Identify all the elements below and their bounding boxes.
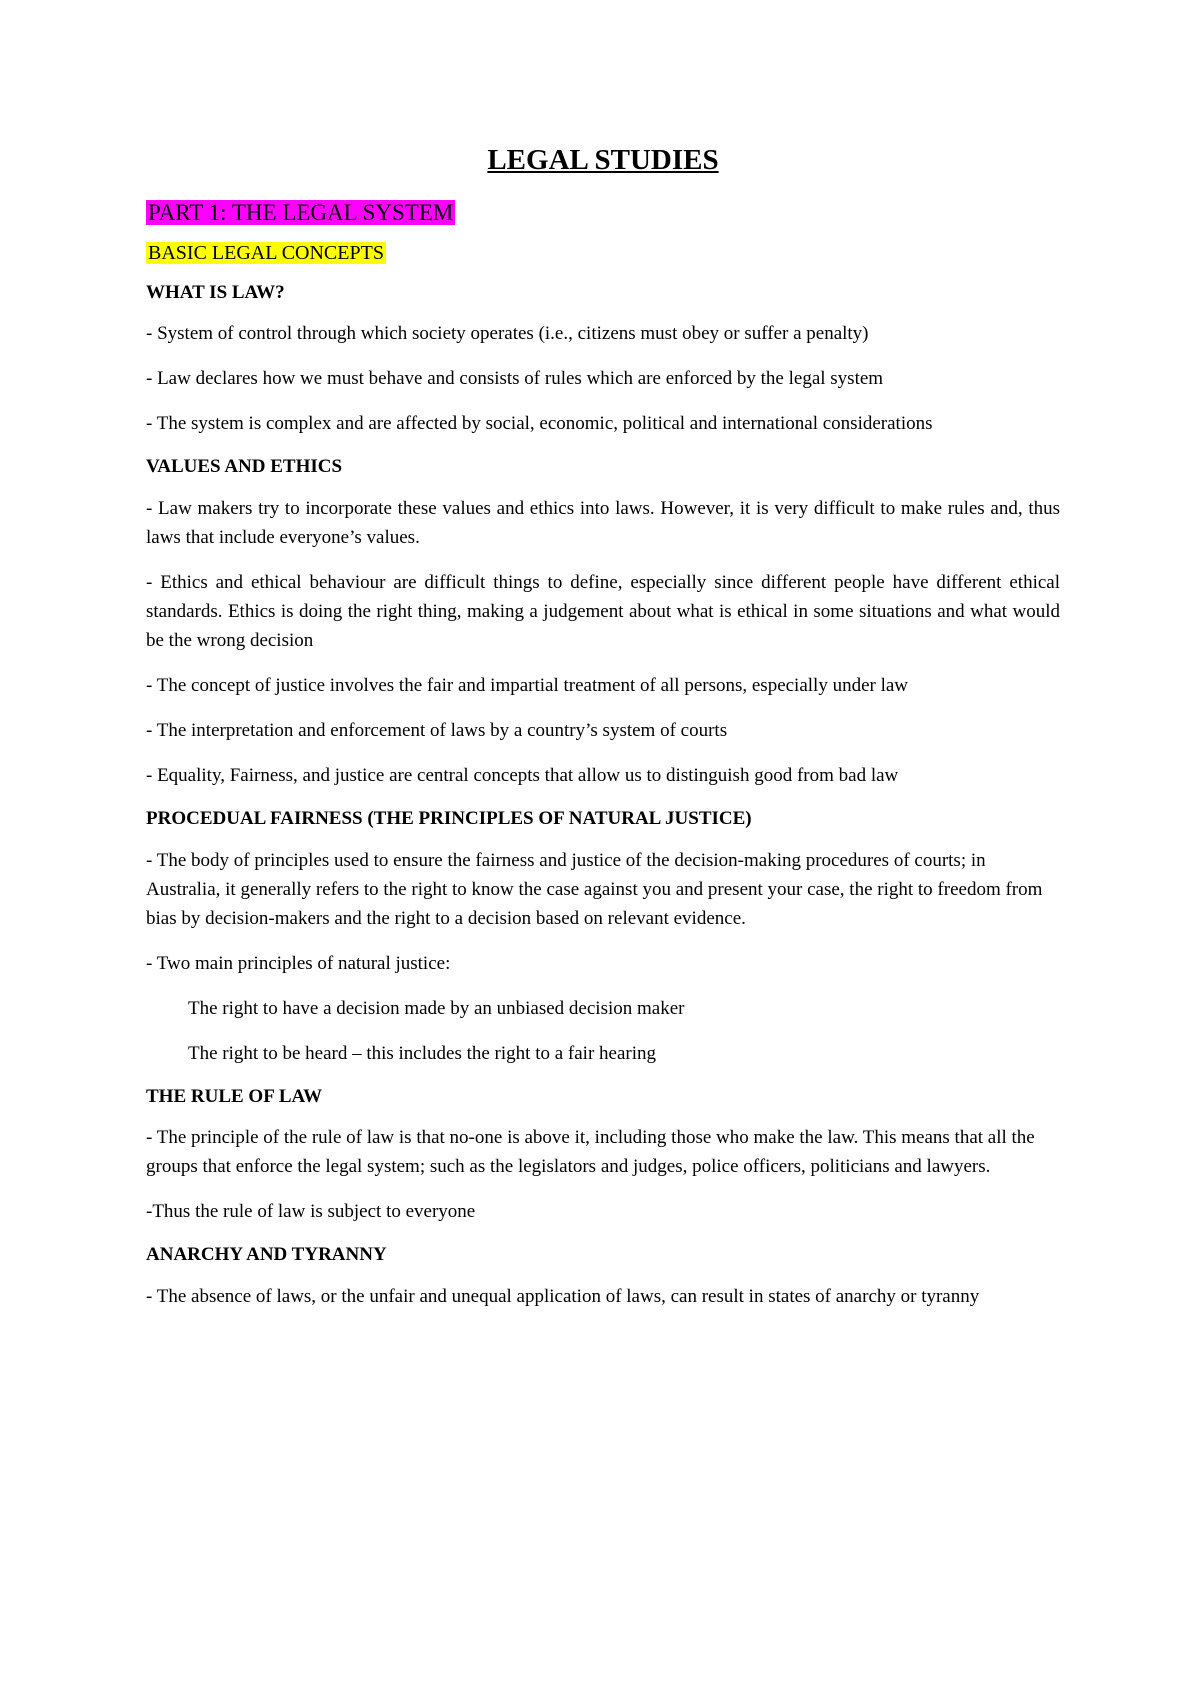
paragraph: - Equality, Fairness, and justice are central concepts that allow us to distinguish good from bad law bbox=[146, 764, 899, 786]
section-heading-anarchy-tyranny: ANARCHY AND TYRANNY bbox=[146, 1244, 387, 1266]
sub-point: The right to have a decision made by an unbiased decision maker bbox=[188, 997, 685, 1019]
paragraph: - The body of principles used to ensure the fairness and justice of the decision-making procedures of courts; in Australia, it generally refers to the right to know the case against you and present your case, the right to freedom from bias by decision-makers and the right to a decision based on relevant evidence. bbox=[146, 849, 1043, 929]
paragraph: - Ethics and ethical behaviour are difficult things to define, especially since different people have different ethical standards. Ethics is doing the right thing, making a judgement about what is ethical in some situations and what would be the wrong decision bbox=[146, 571, 1060, 651]
paragraph: - The principle of the rule of law is that no-one is above it, including those who make the law. This means that all the groups that enforce the legal system; such as the legislators and judges, police officers, politicians and lawyers. bbox=[146, 1127, 1035, 1178]
document-body bbox=[146, 142, 1060, 1327]
paragraph: - Law declares how we must behave and consists of rules which are enforced by the legal system bbox=[146, 368, 884, 390]
section-heading-procedural-fairness: PROCEDUAL FAIRNESS (THE PRINCIPLES OF NATURAL JUSTICE) bbox=[146, 807, 752, 829]
paragraph: - The system is complex and are affected by social, economic, political and international considerations bbox=[146, 413, 933, 435]
section-heading-values-ethics: VALUES AND ETHICS bbox=[146, 456, 343, 478]
paragraph: - The interpretation and enforcement of laws by a country’s system of courts bbox=[146, 719, 728, 741]
paragraph: -Thus the rule of law is subject to everyone bbox=[146, 1201, 476, 1223]
paragraph: - Two main principles of natural justice: bbox=[146, 952, 451, 974]
sub-point: The right to be heard – this includes the right to a fair hearing bbox=[188, 1042, 656, 1064]
paragraph: - System of control through which society operates (i.e., citizens must obey or suffer a penalty) bbox=[146, 323, 869, 345]
paragraph: - The absence of laws, or the unfair and unequal application of laws, can result in states of anarchy or tyranny bbox=[146, 1285, 980, 1307]
section-heading-rule-of-law: THE RULE OF LAW bbox=[146, 1085, 323, 1107]
concept-heading bbox=[146, 240, 1060, 266]
paragraph: - The concept of justice involves the fair and impartial treatment of all persons, especially under law bbox=[146, 674, 909, 696]
part-heading-highlight: PART 1: THE LEGAL SYSTEM bbox=[148, 199, 454, 225]
document-title: LEGAL STUDIES bbox=[487, 144, 719, 176]
concept-heading-highlight: BASIC LEGAL CONCEPTS bbox=[148, 241, 384, 264]
part-heading bbox=[146, 198, 1060, 228]
paragraph: - Law makers try to incorporate these values and ethics into laws. However, it is very difficult to make rules and, thus laws that include everyone’s values. bbox=[146, 497, 1060, 548]
section-heading-what-is-law: WHAT IS LAW? bbox=[146, 281, 285, 303]
